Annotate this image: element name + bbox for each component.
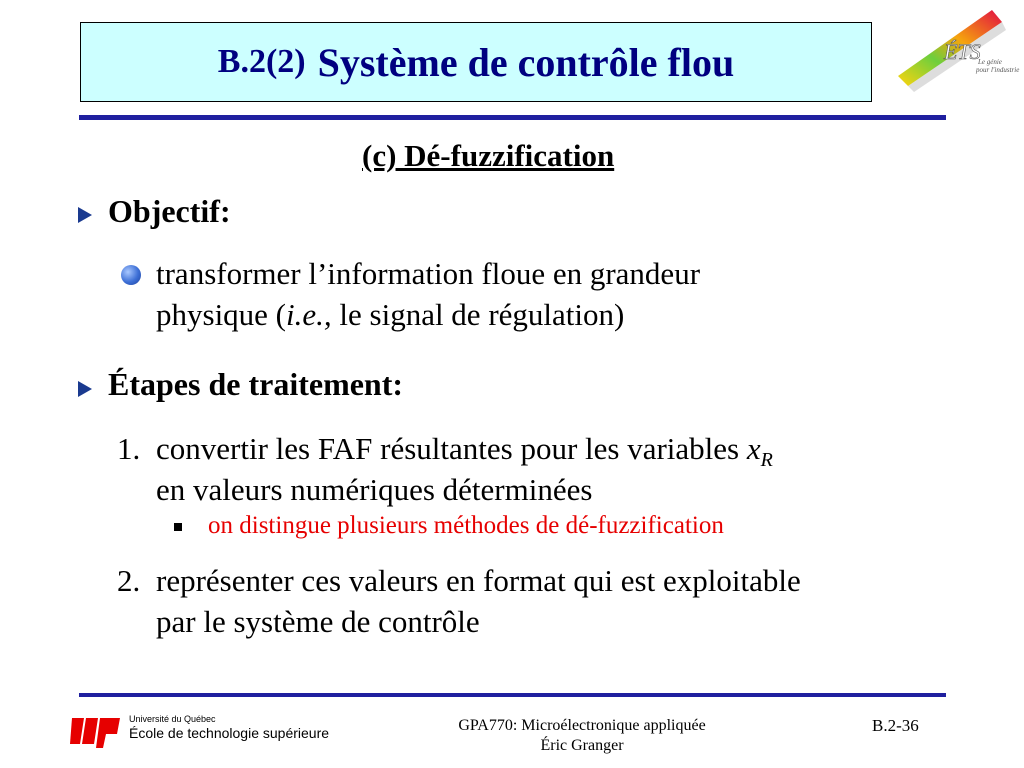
slide-subtitle: (c) Dé-fuzzification [362,138,615,173]
ets-tagline-1: Le génie [978,58,1002,66]
uq-logo-icon [70,714,122,750]
school-name: École de technologie supérieure [129,725,330,741]
step-1-line2: en valeurs numériques déterminées [156,472,593,507]
variable-subscript: R [760,449,773,472]
ball-bullet-icon [121,265,141,285]
method-note: on distingue plusieurs méthodes de dé-fuzzification [208,512,724,539]
ets-letters: ÉTS [944,39,981,64]
ets-tagline-2: pour l'industrie [976,66,1020,74]
instructor-name: Éric Granger [540,737,624,754]
top-divider [79,115,946,120]
page-number: B.2-36 [872,716,919,735]
course-title: GPA770: Microélectronique appliquée [458,717,706,734]
steps-heading: Étapes de traitement: [108,366,404,402]
step-2-line1: représenter ces valeurs en format qui est exploitable [156,563,801,598]
objective-text-line2-a: physique ( [156,297,287,332]
triangle-bullet-icon [78,381,92,397]
ie-abbrev: i.e., [286,297,332,332]
objective-text-line2-b: le signal de régulation) [331,297,625,332]
variable-x: x [746,431,761,466]
ets-logo [880,4,1020,114]
course-info [412,716,752,756]
step-2-number: 2. [117,563,141,598]
title-prefix: B.2(2) [217,43,306,80]
university-label: Université du Québec [129,714,216,724]
page-title: Système de contrôle flou [317,39,735,85]
objective-text-line1: transformer l’information floue en grandeur [156,256,701,291]
objective-text-line2 [156,294,624,335]
step-1-line1-text: convertir les FAF résultantes pour les variables [156,431,747,466]
bottom-divider [79,693,946,697]
title-box [80,22,872,102]
triangle-bullet-icon [78,207,92,223]
step-2-line2: par le système de contrôle [156,604,480,639]
square-bullet-icon [174,523,182,531]
step-1-number: 1. [117,431,141,466]
objective-heading: Objectif: [108,193,231,229]
